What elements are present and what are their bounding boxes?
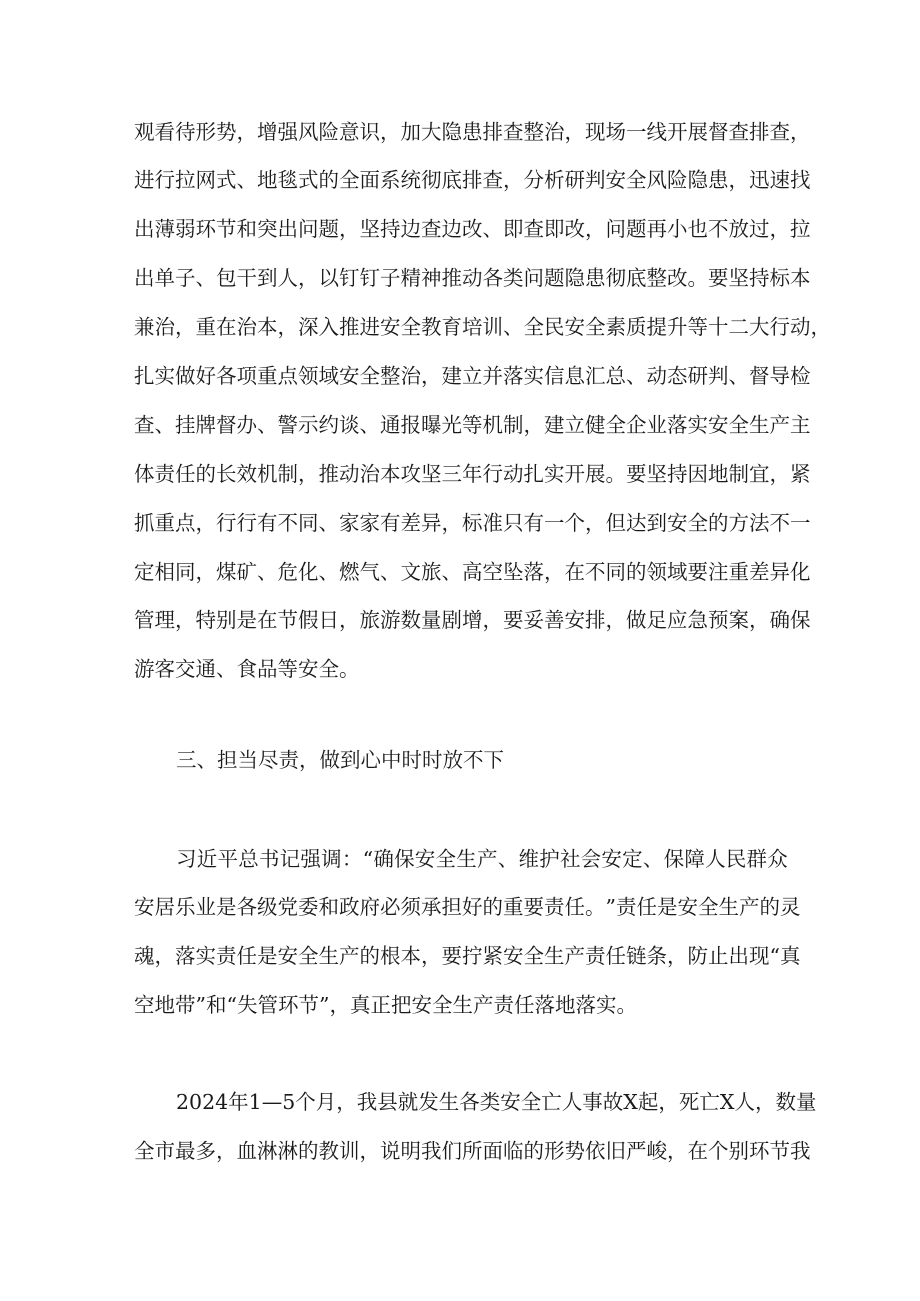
- paragraph-1-line-11: 管 理 ， 特 别 是 在 节 假 日 ， 旅 游 数 量 剧 增 ， 要 妥 善 安 排 ， 做 足 应 急 预 案 ， 确 保: [134, 608, 811, 632]
- paragraph-2-line-2: 安 居 乐 业 是 各 级 党 委 和 政 府 必 须 承 担 好 的 重 要 责 任 。 ” 责 任 是 安 全 生 产 的 灵: [134, 895, 801, 919]
- paragraph-3-line-2: 全 市 最 多 ， 血 淋 淋 的 教 训 ， 说 明 我 们 所 面 临 的 形 势 依 旧 严 峻 ， 在 个 别 环 节 我: [134, 1139, 811, 1163]
- paragraph-3-line-1: 2024 年 1 — 5 个 月 ， 我 县 就 发 生 各 类 安 全 亡 人 事 故 X 起 ， 死 亡 X 人 ， 数 量: [176, 1090, 817, 1114]
- paragraph-1-line-12: 游客交通、食品等安全。: [134, 657, 360, 681]
- paragraph-1-line-2: 进 行 拉 网 式 、 地 毯 式 的 全 面 系 统 彻 底 排 查 ， 分 析 研 判 安 全 风 险 隐 患 ， 迅 速 找: [134, 168, 811, 192]
- section-heading: 三、担当尽责，做到心中时时放不下: [176, 748, 504, 772]
- paragraph-1-line-5: 兼 治 ， 重 在 治 本 ， 深 入 推 进 安 全 教 育 培 训 、 全 民 安 全 素 质 提 升 等 十 二 大 行 动 ，: [134, 315, 831, 339]
- paragraph-1-line-8: 体 责 任 的 长 效 机 制 ， 推 动 治 本 攻 坚 三 年 行 动 扎 实 开 展 。 要 坚 持 因 地 制 宜 ， 紧: [134, 462, 811, 486]
- paragraph-1-line-10: 定 相 同 ， 煤 矿 、 危 化 、 燃 气 、 文 旅 、 高 空 坠 落 ， 在 不 同 的 领 域 要 注 重 差 异 化: [134, 560, 811, 584]
- paragraph-1-line-9: 抓 重 点 ， 行 行 有 不 同 、 家 家 有 差 异 ， 标 准 只 有 一 个 ， 但 达 到 安 全 的 方 法 不 一: [134, 511, 811, 535]
- paragraph-1-line-4: 出 单 子 、 包 干 到 人 ， 以 钉 钉 子 精 神 推 动 各 类 问 题 隐 患 彻 底 整 改 。 要 坚 持 标 本: [134, 266, 811, 290]
- paragraph-1-line-3: 出 薄 弱 环 节 和 突 出 问 题 ， 坚 持 边 查 边 改 、 即 查 即 改 ， 问 题 再 小 也 不 放 过 ， 拉: [134, 217, 811, 241]
- paragraph-2-line-1: 习 近 平 总 书 记 强 调 ： “ 确 保 安 全 生 产 、 维 护 社 会 安 定 、 保 障 人 民 群 众: [176, 847, 788, 871]
- paragraph-1-line-1: 观 看 待 形 势 ， 增 强 风 险 意 识 ， 加 大 隐 患 排 查 整 治 ， 现 场 一 线 开 展 督 查 排 查 ，: [134, 120, 811, 144]
- paragraph-2-line-3: 魂 ， 落 实 责 任 是 安 全 生 产 的 根 本 ， 要 拧 紧 安 全 生 产 责 任 链 条 ， 防 止 出 现 “ 真: [134, 944, 801, 968]
- paragraph-2-line-4: 空地带”和“失管环节”，真正把安全生产责任落地落实。: [134, 993, 637, 1017]
- paragraph-1-line-6: 扎 实 做 好 各 项 重 点 领 域 安 全 整 治 ， 建 立 并 落 实 信 息 汇 总 、 动 态 研 判 、 督 导 检: [134, 364, 811, 388]
- paragraph-1-line-7: 查 、 挂 牌 督 办 、 警 示 约 谈 、 通 报 曝 光 等 机 制 ， 建 立 健 全 企 业 落 实 安 全 生 产 主: [134, 413, 811, 437]
